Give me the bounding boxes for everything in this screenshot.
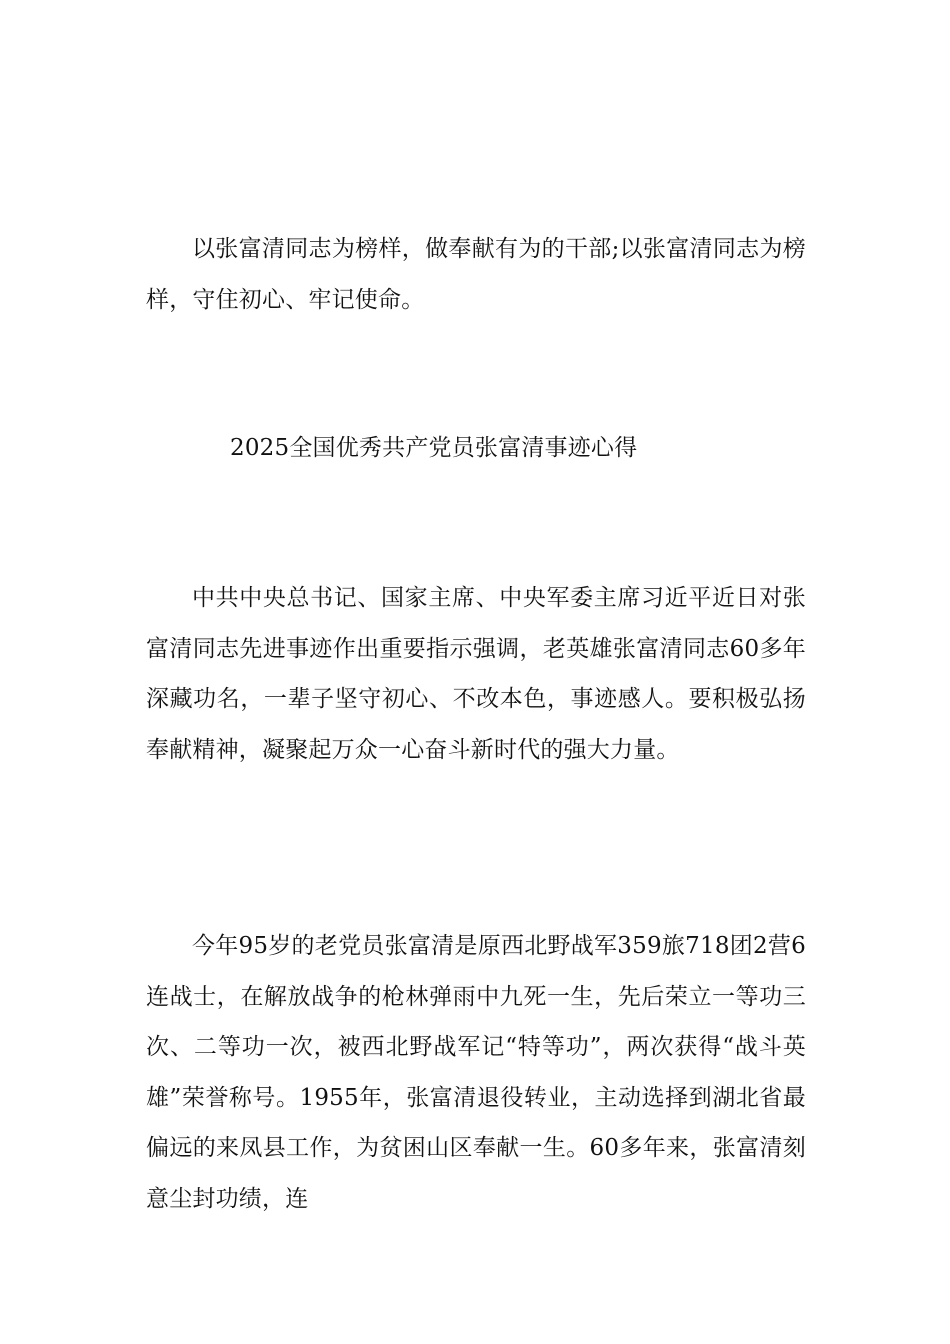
body-paragraph-1: 中共中央总书记、国家主席、中央军委主席习近平近日对张富清同志先进事迹作出重要指示强调，老英雄张富清同志60多年深藏功名，一辈子坚守初心、不改本色，事迹感人。要积极弘扬奉献精神，凝聚起万众一心奋斗新时代的强大力量。 <box>146 585 806 763</box>
intro-paragraph: 以张富清同志为榜样，做奉献有为的干部;以张富清同志为榜样，守住初心、牢记使命。 <box>146 236 806 313</box>
document-title: 2025全国优秀共产党员张富清事迹心得 <box>230 435 638 461</box>
body-paragraph-2: 今年95岁的老党员张富清是原西北野战军359旅718团2营6连战士，在解放战争的枪林弹雨中九死一生，先后荣立一等功三次、二等功一次，被西北野战军记“特等功”，两次获得“战斗英雄”荣誉称号。1955年，张富清退役转业，主动选择到湖北省最偏远的来凤县工作，为贫困山区奉献一生。60多年来，张富清刻意尘封功绩，连 <box>146 933 806 1212</box>
